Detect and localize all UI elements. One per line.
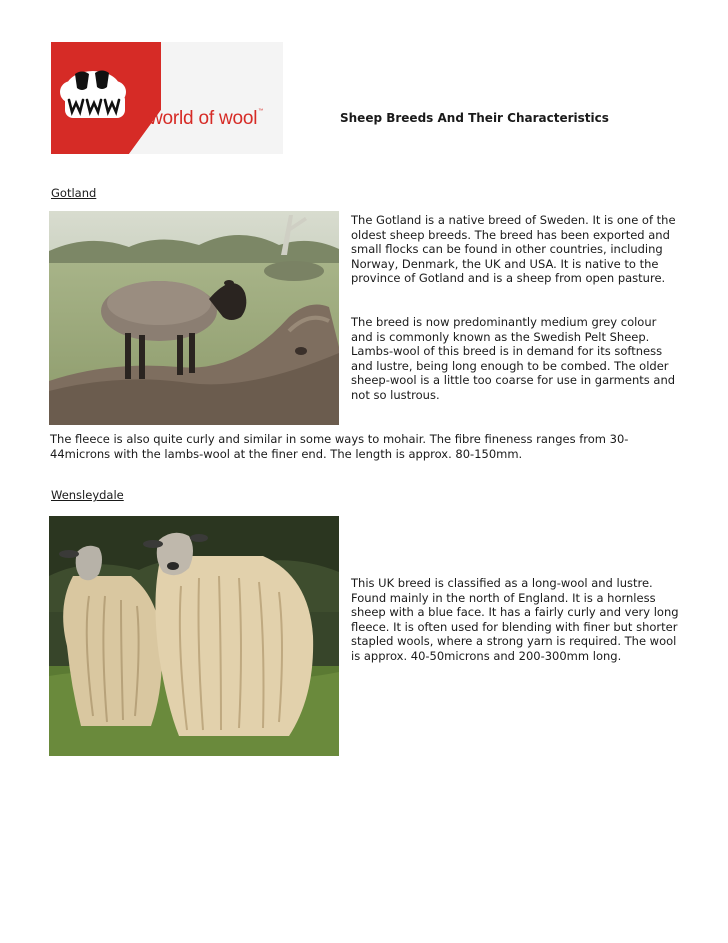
wensleydale-description: This UK breed is classified as a long-wool and lustre. Found mainly in the north of England. It is a hornless sheep with a blue face. It has a fairly curly and very long fleece. It is often used for blending with finer but shorter stapled wools, where a strong yarn is required. The wool is approx. 40-50microns and 200-300mm long. — [351, 576, 679, 663]
world-of-wool-logo — [51, 42, 283, 154]
logo-wordmark-text: world of wool — [149, 108, 258, 129]
gotland-photo — [49, 211, 339, 425]
section-heading-wensleydale: Wensleydale — [51, 488, 124, 502]
trademark-mark: ™ — [258, 108, 264, 114]
document-title: Sheep Breeds And Their Characteristics — [340, 111, 609, 125]
section-heading-gotland: Gotland — [51, 186, 97, 200]
wensleydale-photo — [49, 516, 339, 756]
gotland-description-1: The Gotland is a native breed of Sweden. It is one of the oldest sheep breeds. The breed has been exported and small flocks can be found in other countries, including Norway, Denmark, the UK and USA. It is native to the province of Gotland and is a sheep from open pasture. — [351, 213, 676, 286]
gotland-description-2: The breed is now predominantly medium grey colour and is commonly known as the Swedish Pelt Sheep. Lambs-wool of this breed is in demand for its softness and lustre, being long enough to be combed. The older sheep-wool is a little too coarse for use in garments and not so lustrous. — [351, 315, 676, 402]
logo-wordmark — [149, 108, 263, 130]
gotland-fleece-note: The fleece is also quite curly and similar in some ways to mohair. The fibre fineness ranges from 30-44microns with the lambs-wool at the finer end. The length is approx. 80-150mm. — [50, 432, 629, 461]
